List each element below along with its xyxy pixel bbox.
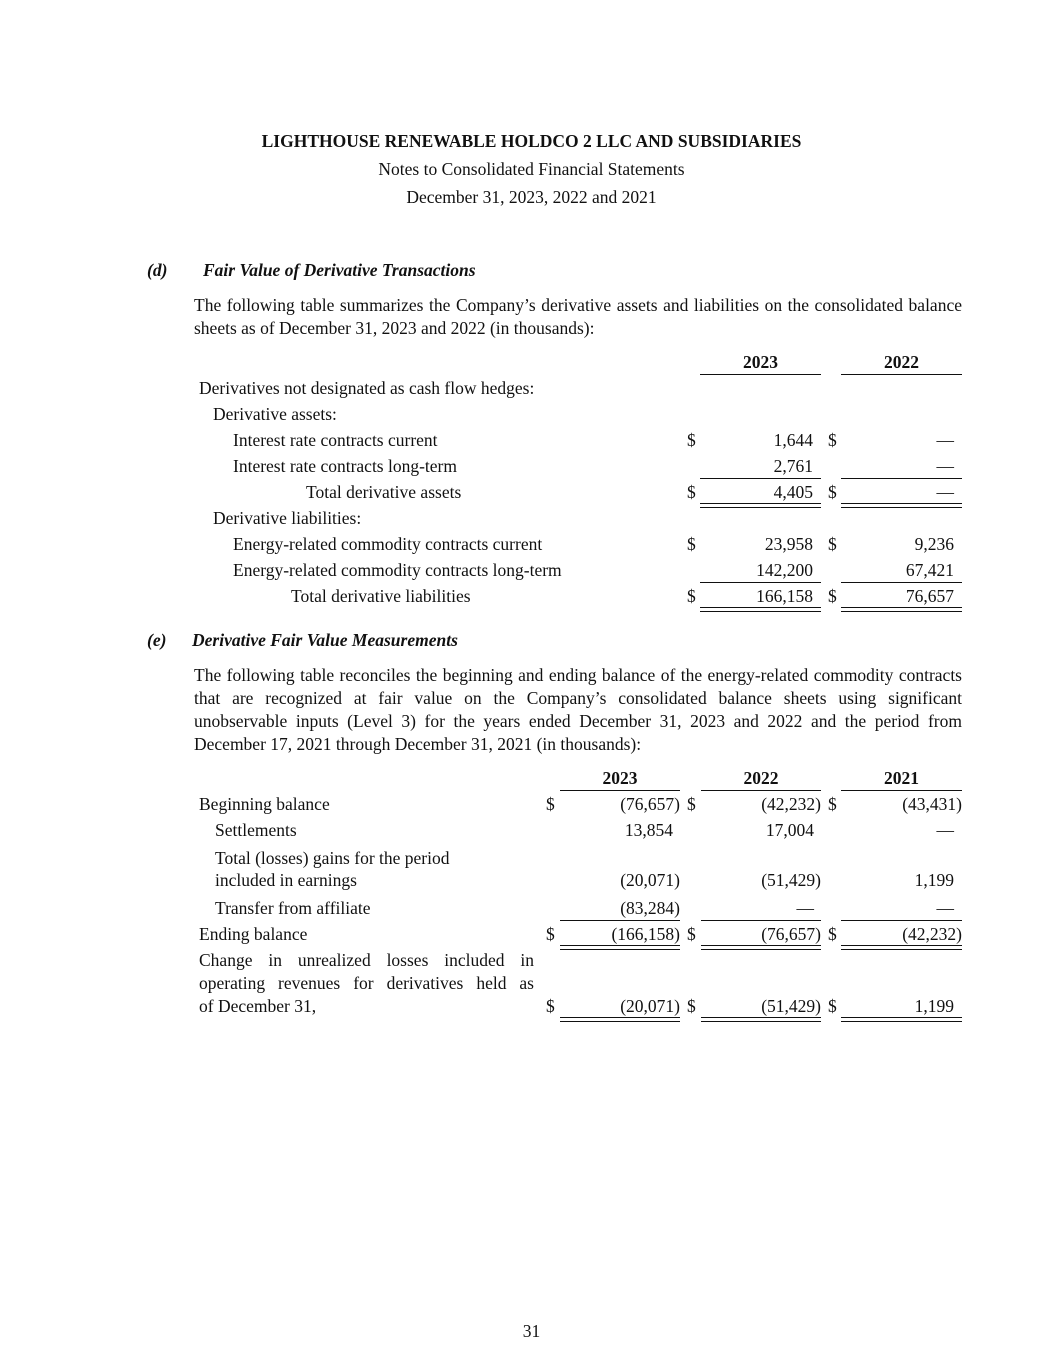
company-name: LIGHTHOUSE RENEWABLE HOLDCO 2 LLC AND SUBSIDIARIES xyxy=(261,131,802,151)
column-header-2022: 2022 xyxy=(884,352,919,372)
total-double-rule xyxy=(841,945,962,950)
value-2021: 1,199 xyxy=(914,996,954,1016)
row-label: Energy-related commodity contracts long-term xyxy=(233,560,562,580)
value-2022: — xyxy=(936,456,954,476)
dollar-sign: $ xyxy=(546,996,555,1016)
section-e-letter: (e) xyxy=(147,630,167,650)
value-2022: 76,657 xyxy=(905,586,954,606)
row-label: Interest rate contracts current xyxy=(233,430,438,450)
dollar-sign: $ xyxy=(687,996,696,1016)
header-underline xyxy=(560,790,680,791)
row-label-line1: Change in unrealized losses included in xyxy=(199,950,534,970)
total-double-rule xyxy=(700,607,821,612)
column-header-2022: 2022 xyxy=(743,768,779,788)
row-label: Settlements xyxy=(215,820,297,840)
dollar-sign: $ xyxy=(828,534,837,554)
dollar-sign: $ xyxy=(546,924,555,944)
value-2023: 23,958 xyxy=(764,534,813,554)
value-2022: 67,421 xyxy=(905,560,954,580)
dollar-sign: $ xyxy=(828,924,837,944)
value-2022: 9,236 xyxy=(914,534,954,554)
value-2022: 17,004 xyxy=(765,820,814,840)
row-label: Total derivative assets xyxy=(306,482,462,502)
header-underline xyxy=(841,790,962,791)
section-d-intro: The following table summarizes the Company’s derivative assets and liabilities on the consolidated balance sheets as of December 31, 2023 and 2022 (in thousands): xyxy=(194,295,962,338)
column-header-2023: 2023 xyxy=(602,768,638,788)
value-2023: 2,761 xyxy=(773,456,813,476)
dollar-sign: $ xyxy=(687,794,696,814)
dollar-sign: $ xyxy=(828,794,837,814)
value-2022: (51,429) xyxy=(761,996,821,1016)
value-2021: (42,232) xyxy=(902,924,962,944)
dollar-sign: $ xyxy=(828,482,837,502)
row-label-line2: included in earnings xyxy=(215,870,357,890)
row-label: Beginning balance xyxy=(199,794,330,814)
section-d-letter: (d) xyxy=(147,260,168,280)
total-double-rule xyxy=(560,945,680,950)
section-e-title: Derivative Fair Value Measurements xyxy=(192,630,458,650)
value-2022: (42,232) xyxy=(761,794,821,814)
total-double-rule xyxy=(701,1017,821,1022)
value-2022: (51,429) xyxy=(761,870,821,890)
dollar-sign: $ xyxy=(687,586,696,606)
statement-dates: December 31, 2023, 2022 and 2021 xyxy=(406,187,657,207)
row-label: Energy-related commodity contracts current xyxy=(233,534,543,554)
value-2022: — xyxy=(936,482,954,502)
value-2022: — xyxy=(796,898,814,918)
row-label: Ending balance xyxy=(199,924,308,944)
column-header-2023: 2023 xyxy=(743,352,778,372)
total-double-rule xyxy=(841,503,962,508)
page-number: 31 xyxy=(522,1321,541,1341)
dollar-sign: $ xyxy=(687,482,696,502)
total-double-rule xyxy=(841,607,962,612)
value-2023: 13,854 xyxy=(624,820,673,840)
dollar-sign: $ xyxy=(546,794,555,814)
value-2021: — xyxy=(936,898,954,918)
column-header-2021: 2021 xyxy=(884,768,919,788)
subtotal-rule xyxy=(700,478,821,479)
section-d-title: Fair Value of Derivative Transactions xyxy=(203,260,476,280)
header-underline xyxy=(700,374,821,375)
header-underline xyxy=(841,374,962,375)
subtotal-rule xyxy=(700,582,821,583)
assets-label: Derivative assets: xyxy=(213,404,337,424)
value-2023: (83,284) xyxy=(620,898,680,918)
subtotal-rule xyxy=(841,478,962,479)
value-2023: 1,644 xyxy=(773,430,813,450)
value-2023: 142,200 xyxy=(756,560,813,580)
value-2021: — xyxy=(936,820,954,840)
row-label-line3: of December 31, xyxy=(199,996,317,1016)
row-label-line1: Total (losses) gains for the period xyxy=(215,848,450,868)
dollar-sign: $ xyxy=(687,430,696,450)
page-subtitle: Notes to Consolidated Financial Statements xyxy=(378,159,685,179)
group-label: Derivatives not designated as cash flow hedges: xyxy=(199,378,535,398)
subtotal-rule xyxy=(841,920,962,921)
subtotal-rule xyxy=(841,582,962,583)
row-label-line2: operating revenues for derivatives held as xyxy=(199,973,534,993)
value-2021: 1,199 xyxy=(914,870,954,890)
subtotal-rule xyxy=(701,920,821,921)
header-underline xyxy=(701,790,821,791)
total-double-rule xyxy=(841,1017,962,1022)
dollar-sign: $ xyxy=(828,996,837,1016)
value-2022: — xyxy=(936,430,954,450)
value-2023: (166,158) xyxy=(611,924,680,944)
total-double-rule xyxy=(700,503,821,508)
value-2023: 166,158 xyxy=(756,586,813,606)
total-double-rule xyxy=(560,1017,680,1022)
value-2022: (76,657) xyxy=(761,924,821,944)
value-2023: (20,071) xyxy=(620,870,680,890)
row-label: Transfer from affiliate xyxy=(215,898,371,918)
row-label: Total derivative liabilities xyxy=(291,586,471,606)
row-label: Interest rate contracts long-term xyxy=(233,456,457,476)
dollar-sign: $ xyxy=(828,586,837,606)
value-2023: (20,071) xyxy=(620,996,680,1016)
section-e-intro: The following table reconciles the beginning and ending balance of the energy-related commodity contracts that are recognized at fair value on the Company’s consolidated balance sheets using significant unobservable inputs (Level 3) for the years ended December 31, 2023 and 2022 and the period from December 17, 2021 through December 31, 2021 (in thousands): xyxy=(194,665,962,754)
value-2023: 4,405 xyxy=(773,482,813,502)
dollar-sign: $ xyxy=(687,924,696,944)
value-2021: (43,431) xyxy=(902,794,962,814)
total-double-rule xyxy=(701,945,821,950)
dollar-sign: $ xyxy=(828,430,837,450)
subtotal-rule xyxy=(560,920,680,921)
value-2023: (76,657) xyxy=(620,794,680,814)
liabilities-label: Derivative liabilities: xyxy=(213,508,362,528)
dollar-sign: $ xyxy=(687,534,696,554)
